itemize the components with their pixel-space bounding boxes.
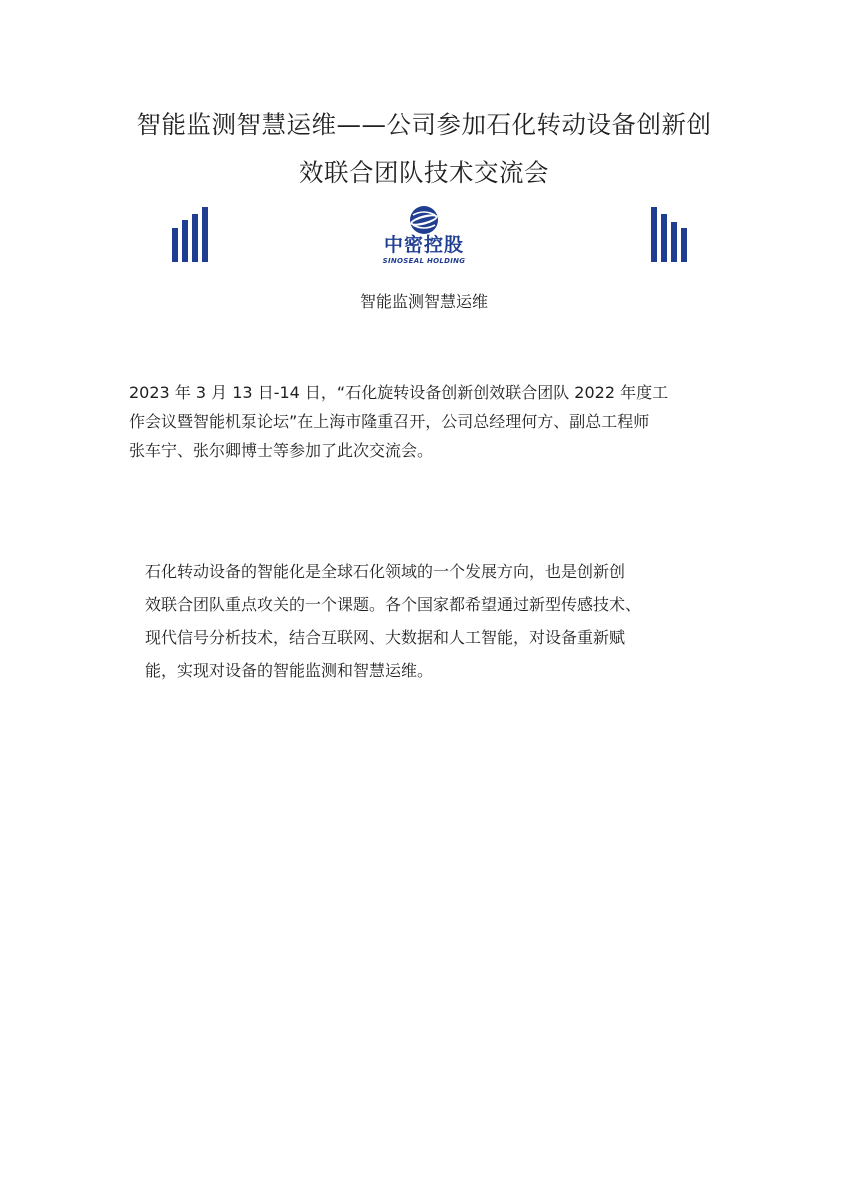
bar-graphic-right [651,206,687,262]
page-title-line-2: 效联合团队技术交流会 [299,158,549,187]
bar-graphic-left [172,206,208,262]
bar [651,207,657,262]
paragraph-line: 2023 年 3 月 13 日-14 日，“石化旋转设备创新创效联合团队 2022 年度工 [129,383,669,402]
bar [671,222,677,262]
logo-name-en: SINOSEAL HOLDING [382,257,466,265]
bar [182,220,188,262]
bar [172,228,178,262]
sinoseal-emblem-icon [409,205,439,235]
paragraph-body [145,555,715,687]
bar [661,214,667,262]
paragraph-line: 作会议暨智能机泵论坛”在上海市隆重召开，公司总经理何方、副总工程师 [129,412,650,431]
paragraph-line: 石化转动设备的智能化是全球石化领域的一个发展方向，也是创新创 [145,562,626,581]
banner-caption: 智能监测智慧运维 [359,292,488,311]
bar [681,228,687,262]
bar [192,214,198,262]
paragraph-line: 现代信号分析技术，结合互联网、大数据和人工智能，对设备重新赋 [145,628,626,647]
paragraph-line: 张车宁、张尔卿博士等参加了此次交流会。 [129,441,434,460]
logo-name-cn: 中密控股 [383,234,464,256]
paragraph-intro [129,378,723,465]
company-logo [372,205,476,267]
bar [202,207,208,262]
paragraph-line: 效联合团队重点攻关的一个课题。各个国家都希望通过新型传感技术、 [145,595,642,614]
paragraph-line: 能，实现对设备的智能监测和智慧运维。 [145,661,434,680]
page-title-line-1: 智能监测智慧运维——公司参加石化转动设备创新创 [136,110,712,139]
